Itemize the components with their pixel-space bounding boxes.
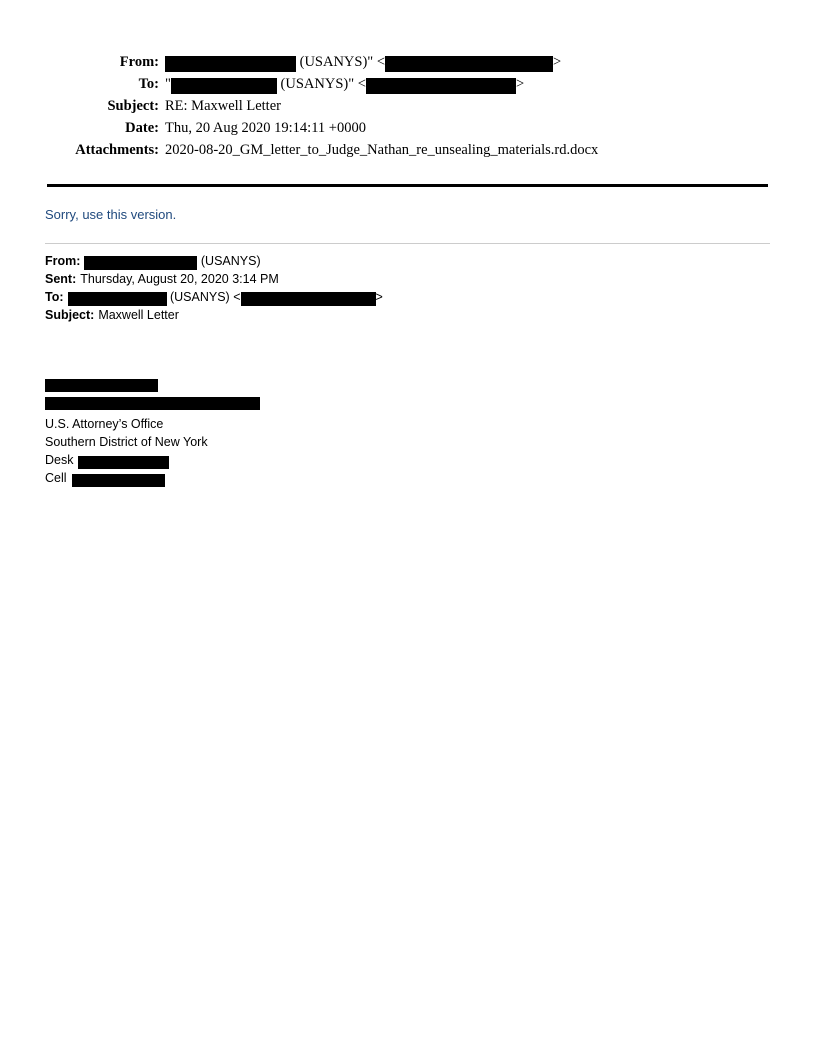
redaction-bar: [78, 456, 169, 469]
desk-label: Desk: [45, 453, 74, 467]
redaction-bar: [45, 379, 158, 392]
reply-from-row: [45, 252, 770, 270]
redaction-bar: [241, 292, 376, 306]
to-mid-text: (USANYS)" <: [276, 76, 366, 92]
subject-label: Subject:: [107, 98, 159, 114]
redaction-bar: [68, 292, 167, 306]
from-label: From:: [119, 54, 159, 70]
reply-header: [45, 252, 770, 324]
reply-sent-value: Thursday, August 20, 2020 3:14 PM: [80, 272, 279, 286]
signature-cell-row: [45, 469, 770, 487]
date-label: Date:: [125, 120, 159, 136]
page-content: [0, 0, 816, 487]
thin-divider: [45, 243, 770, 244]
from-end-text: >: [553, 54, 562, 70]
redaction-bar: [385, 56, 553, 72]
to-value: [165, 76, 770, 93]
email-header: [45, 54, 770, 164]
redaction-bar: [165, 56, 296, 72]
from-mid-text: (USANYS)" <: [296, 54, 386, 70]
cell-label: Cell: [45, 471, 67, 485]
reply-to-end: >: [375, 290, 383, 304]
reply-sent-row: [45, 270, 770, 288]
redaction-bar: [171, 78, 277, 94]
reply-subject-label: Subject:: [45, 308, 95, 322]
redaction-bar: [72, 474, 165, 487]
note-text: Sorry, use this version.: [45, 207, 177, 222]
reply-subject-value: Maxwell Letter: [98, 308, 179, 322]
redaction-bar: [84, 256, 197, 270]
subject-value: RE: Maxwell Letter: [165, 98, 281, 114]
signature-district: Southern District of New York: [45, 435, 208, 449]
signature-block: [45, 379, 770, 487]
redaction-bar: [45, 397, 260, 410]
from-value: [165, 54, 770, 71]
reply-subject-row: [45, 306, 770, 324]
reply-sent-label: Sent:: [45, 272, 77, 286]
reply-from-label: From:: [45, 254, 81, 268]
to-end-text: >: [515, 76, 525, 92]
reply-to-label: To:: [45, 290, 64, 304]
attachments-label: Attachments:: [75, 142, 159, 158]
date-value: Thu, 20 Aug 2020 19:14:11 +0000: [165, 120, 366, 136]
attachments-value: 2020-08-20_GM_letter_to_Judge_Nathan_re_unsealing_materials.rd.docx: [165, 142, 599, 158]
redaction-bar: [366, 78, 516, 94]
reply-from-suffix: (USANYS): [197, 254, 261, 268]
to-label: To:: [138, 76, 159, 92]
reply-to-row: [45, 288, 770, 306]
signature-desk-row: [45, 451, 770, 469]
reply-to-mid: (USANYS) <: [166, 290, 241, 304]
signature-org: U.S. Attorney’s Office: [45, 417, 164, 431]
thick-divider: [47, 184, 768, 187]
to-pre-text: ": [165, 76, 171, 92]
